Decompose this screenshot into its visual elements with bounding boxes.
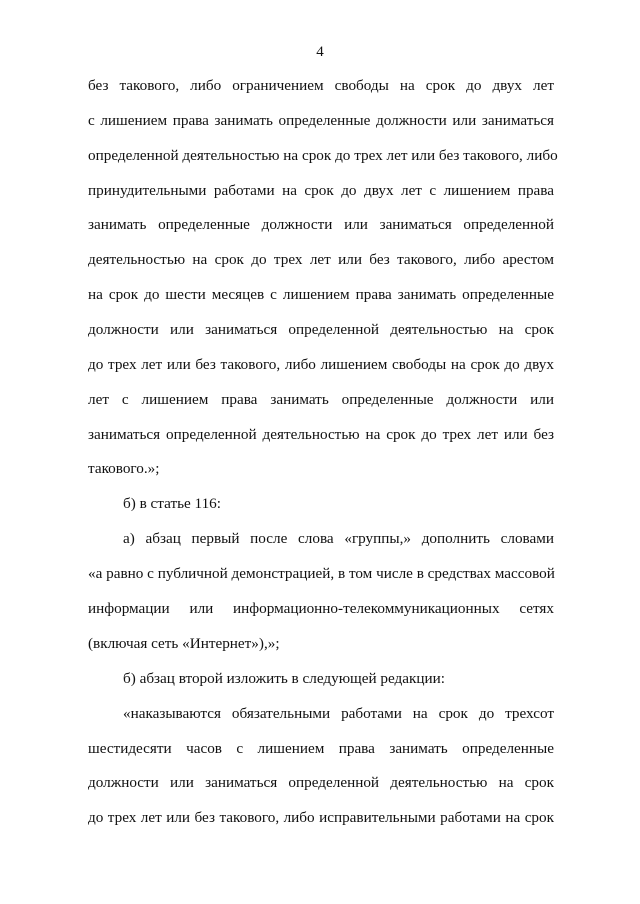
page-number: 4 [316, 44, 324, 60]
subsection-item: б) абзац второй изложить в следующей редакции: [123, 670, 445, 687]
section-item: б) в статье 116: [123, 495, 221, 512]
text-line: без такового, либо ограничением свободы на срок до двух лет [88, 77, 554, 94]
text-line: шестидесяти часов с лишением права занимать определенные [88, 740, 554, 757]
text-line: должности или заниматься определенной деятельностью на срок [88, 321, 554, 338]
text-line: заниматься определенной деятельностью на срок до трех лет или без [88, 426, 554, 443]
text-line: (включая сеть «Интернет»),»; [88, 635, 280, 652]
subsection-item: а) абзац первый после слова «группы,» дополнить словами [123, 530, 554, 547]
quoted-paragraph-start: «наказываются обязательными работами на срок до трехсот [123, 705, 554, 722]
text-line: лет с лишением права занимать определенные должности или [88, 391, 554, 408]
text-line: на срок до шести месяцев с лишением права занимать определенные [88, 286, 554, 303]
text-line: до трех лет или без такового, либо лишением свободы на срок до двух [88, 356, 554, 373]
text-line: занимать определенные должности или заниматься определенной [88, 216, 554, 233]
text-line: деятельностью на срок до трех лет или без такового, либо арестом [88, 251, 554, 268]
text-line: принудительными работами на срок до двух лет с лишением права [88, 182, 554, 199]
text-line: до трех лет или без такового, либо исправительными работами на срок [88, 809, 554, 826]
text-line: «а равно с публичной демонстрацией, в том числе в средствах массовой [88, 565, 555, 582]
text-line: должности или заниматься определенной деятельностью на срок [88, 774, 554, 791]
text-line: информации или информационно-телекоммуникационных сетях [88, 600, 554, 617]
text-line: такового.»; [88, 460, 160, 477]
text-line: определенной деятельностью на срок до трех лет или без такового, либо [88, 147, 558, 164]
text-line: с лишением права занимать определенные должности или заниматься [88, 112, 554, 129]
